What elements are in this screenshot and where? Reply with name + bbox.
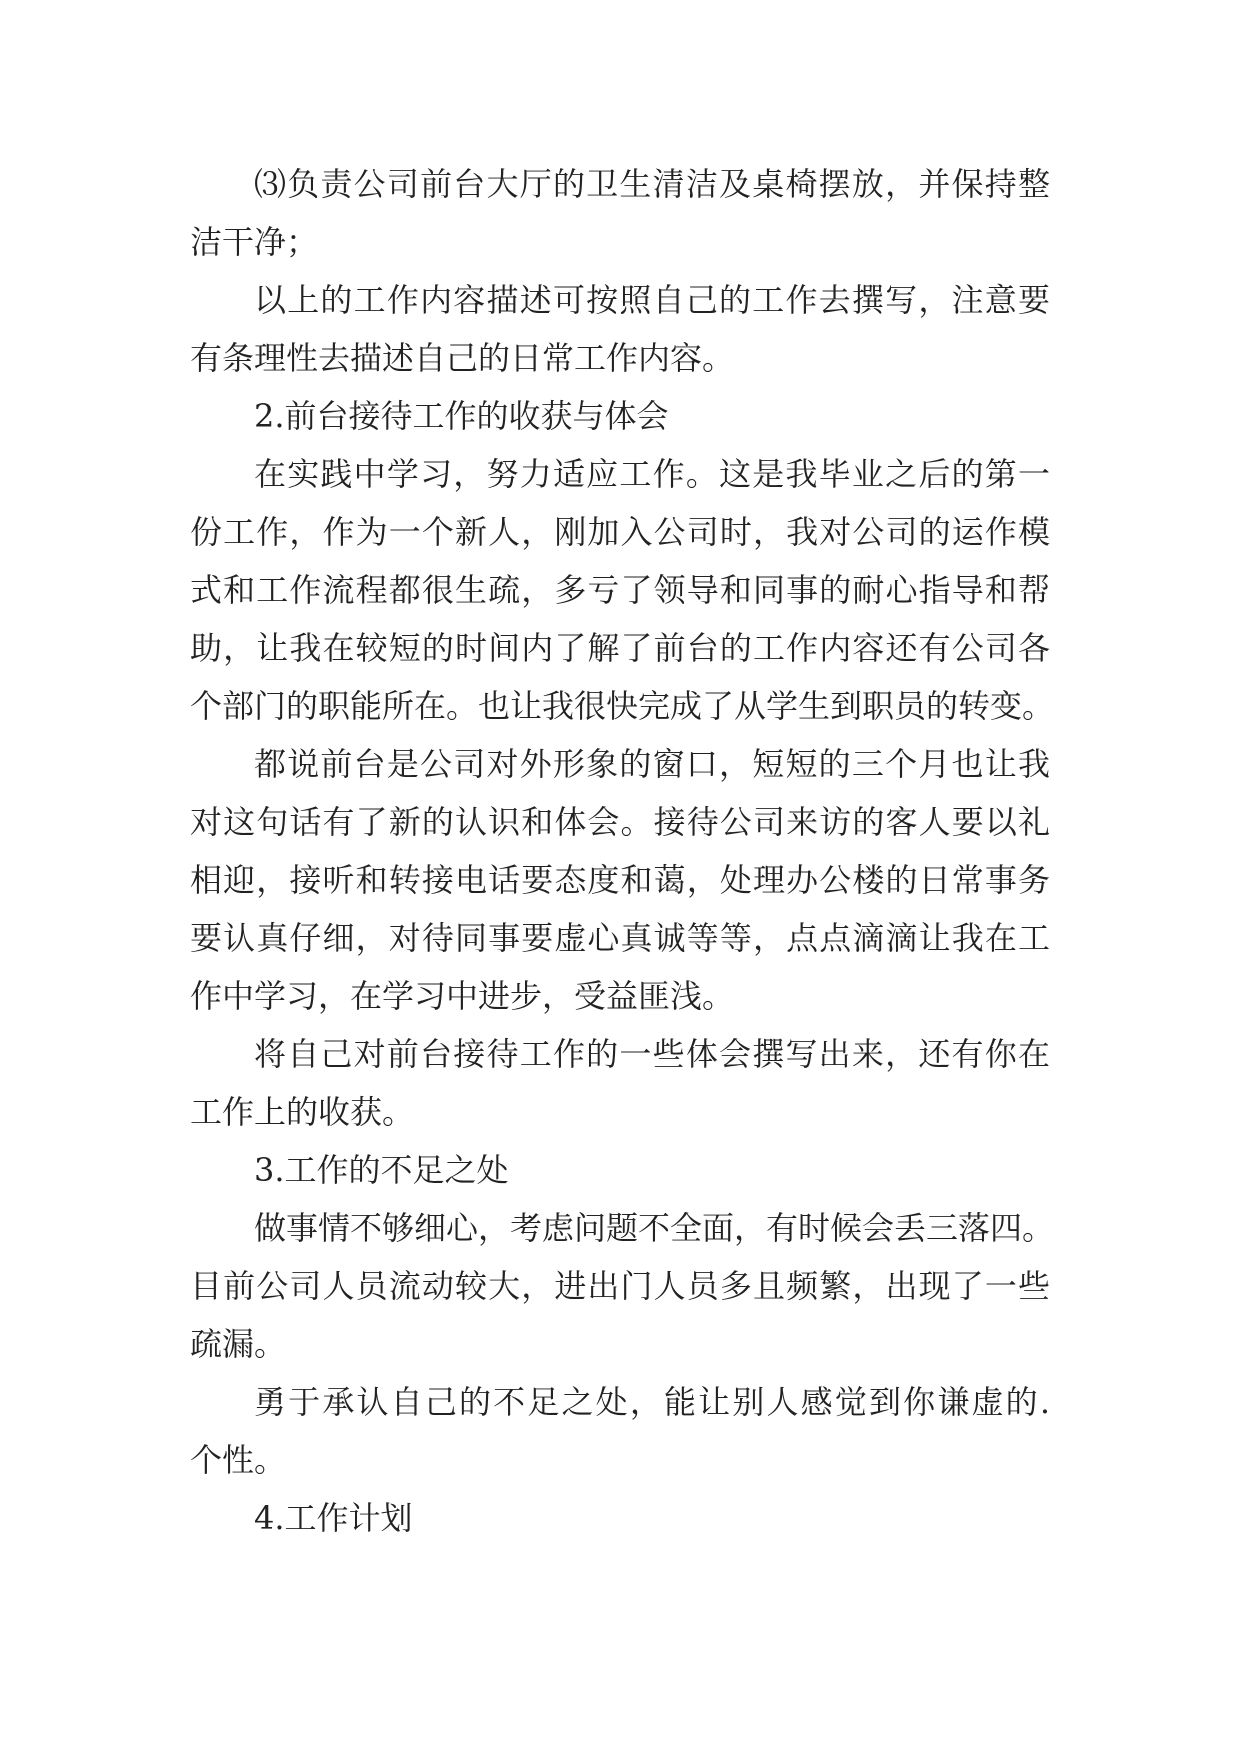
text-line: 将自己对前台接待工作的一些体会撰写出来，还有你在 [254,1035,1050,1073]
text-line: 相迎，接听和转接电话要态度和蔼，处理办公楼的日常事务 [190,861,1050,899]
text-line: 对这句话有了新的认识和体会。接待公司来访的客人要以礼 [190,803,1050,841]
section-heading: 4.工作计划 [254,1499,413,1537]
text-line: 在实践中学习，努力适应工作。这是我毕业之后的第一 [254,455,1050,493]
text-line: 以上的工作内容描述可按照自己的工作去撰写，注意要 [254,281,1050,319]
text-line: 个部门的职能所在。也让我很快完成了从学生到职员的转变。 [190,687,1055,725]
text-line: 有条理性去描述自己的日常工作内容。 [190,339,735,377]
text-line: 洁干净； [190,223,319,261]
text-line: 疏漏。 [190,1325,287,1363]
text-line: 要认真仔细，对待同事要虚心真诚等等，点点滴滴让我在工 [190,919,1050,957]
text-line: 工作上的收获。 [190,1093,415,1131]
text-line: ⑶负责公司前台大厅的卫生清洁及桌椅摆放，并保持整 [254,165,1050,203]
text-line: 式和工作流程都很生疏，多亏了领导和同事的耐心指导和帮 [190,571,1050,609]
text-line: 个性。 [190,1441,287,1479]
section-heading: 2.前台接待工作的收获与体会 [254,397,669,435]
text-line: 勇于承认自己的不足之处，能让别人感觉到你谦虚的. [254,1383,1050,1421]
text-line: 都说前台是公司对外形象的窗口，短短的三个月也让我 [254,745,1050,783]
text-line: 助，让我在较短的时间内了解了前台的工作内容还有公司各 [190,629,1050,667]
text-line: 份工作，作为一个新人，刚加入公司时，我对公司的运作模 [190,513,1050,551]
section-heading: 3.工作的不足之处 [254,1151,509,1189]
text-line: 目前公司人员流动较大，进出门人员多且频繁，出现了一些 [190,1267,1050,1305]
text-line: 作中学习，在学习中进步，受益匪浅。 [190,977,735,1015]
text-line: 做事情不够细心，考虑问题不全面，有时候会丢三落四。 [254,1209,1055,1247]
